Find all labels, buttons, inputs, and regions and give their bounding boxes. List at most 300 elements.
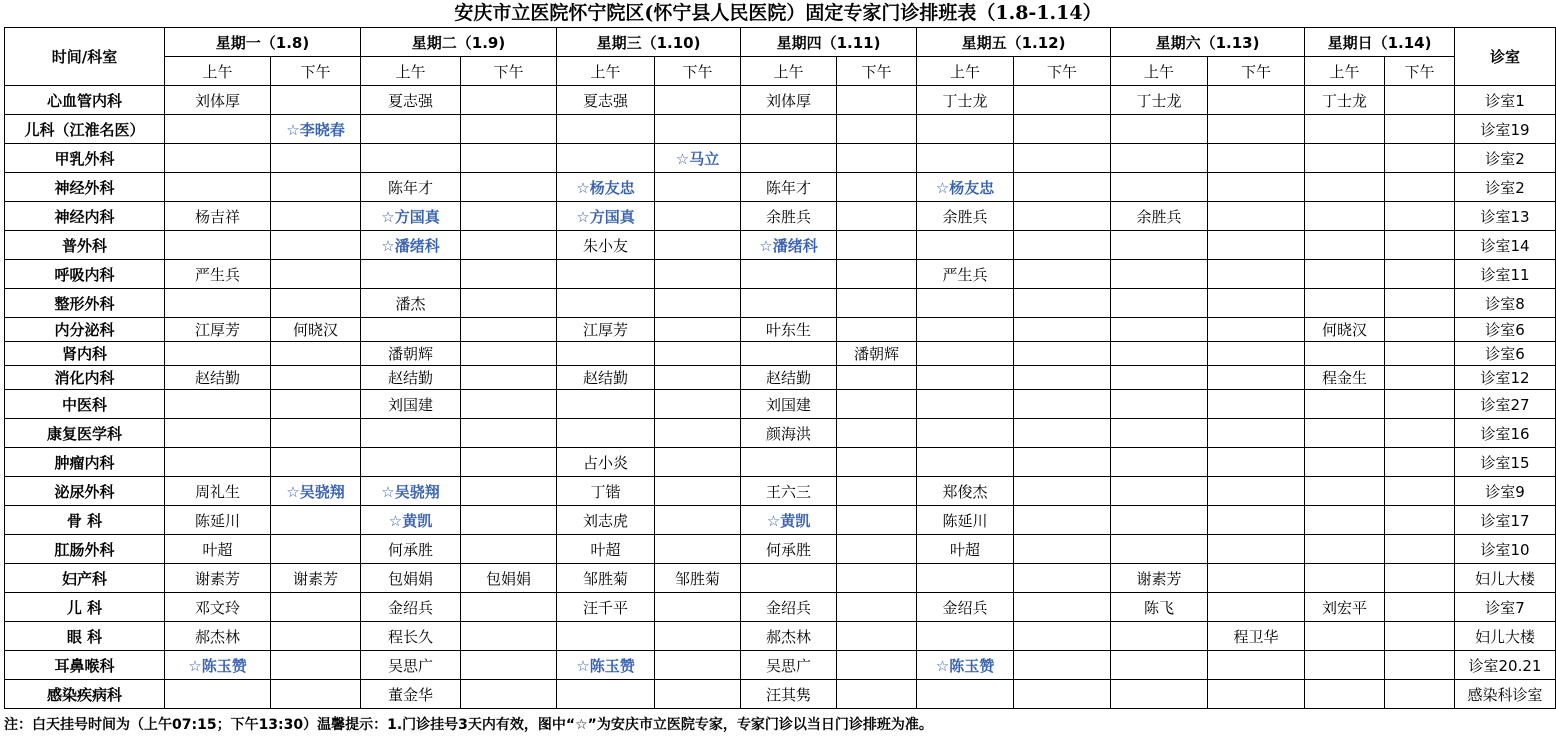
- doctor-cell: 郑俊杰: [917, 477, 1014, 506]
- room-cell: 诊室16: [1455, 419, 1556, 448]
- doctor-cell: 朱小友: [557, 231, 655, 260]
- doctor-cell: [837, 593, 917, 622]
- doctor-cell: [1385, 260, 1455, 289]
- doctor-cell: 叶超: [557, 535, 655, 564]
- doctor-cell: [271, 535, 361, 564]
- doctor-cell: 何承胜: [741, 535, 837, 564]
- doctor-cell: [837, 564, 917, 593]
- doctor-cell: [1385, 366, 1455, 390]
- doctor-cell: [1014, 342, 1111, 366]
- doctor-cell: [655, 260, 741, 289]
- doctor-cell: ☆马立: [655, 144, 741, 173]
- doctor-cell: 严生兵: [165, 260, 271, 289]
- day-header: 星期二（1.9): [361, 28, 557, 57]
- pm-header: 下午: [655, 57, 741, 86]
- doctor-cell: [1385, 506, 1455, 535]
- doctor-cell: 谢素芳: [1111, 564, 1208, 593]
- doctor-cell: [271, 680, 361, 709]
- doctor-cell: [461, 680, 557, 709]
- doctor-cell: [741, 448, 837, 477]
- room-cell: 诊室11: [1455, 260, 1556, 289]
- table-row: [5, 622, 1556, 651]
- pm-header: 下午: [1014, 57, 1111, 86]
- doctor-cell: [165, 289, 271, 318]
- doctor-cell: [461, 477, 557, 506]
- room-cell: 诊室12: [1455, 366, 1556, 390]
- doctor-cell: [837, 477, 917, 506]
- doctor-cell: [271, 144, 361, 173]
- pm-header: 下午: [271, 57, 361, 86]
- doctor-cell: [1305, 173, 1385, 202]
- doctor-cell: 陈年才: [741, 173, 837, 202]
- doctor-cell: [271, 86, 361, 115]
- doctor-cell: ☆杨友忠: [917, 173, 1014, 202]
- doctor-cell: ☆潘绪科: [741, 231, 837, 260]
- doctor-cell: ☆李晓春: [271, 115, 361, 144]
- doctor-cell: ☆黄凯: [741, 506, 837, 535]
- doctor-cell: 周礼生: [165, 477, 271, 506]
- doctor-cell: [1014, 535, 1111, 564]
- doctor-cell: [461, 86, 557, 115]
- doctor-cell: [1111, 651, 1208, 680]
- doctor-cell: [1208, 144, 1305, 173]
- doctor-cell: [655, 86, 741, 115]
- doctor-cell: 陈延川: [917, 506, 1014, 535]
- doctor-cell: 刘体厚: [165, 86, 271, 115]
- doctor-cell: [655, 173, 741, 202]
- doctor-cell: [1014, 173, 1111, 202]
- doctor-cell: [461, 448, 557, 477]
- department-name: 呼吸内科: [5, 260, 165, 289]
- doctor-cell: 赵结勤: [165, 366, 271, 390]
- doctor-cell: [361, 419, 461, 448]
- doctor-cell: 丁士龙: [917, 86, 1014, 115]
- doctor-cell: [1385, 622, 1455, 651]
- doctor-cell: 丁士龙: [1111, 86, 1208, 115]
- doctor-cell: 夏志强: [557, 86, 655, 115]
- doctor-cell: [917, 318, 1014, 342]
- doctor-cell: [655, 390, 741, 419]
- doctor-cell: [1208, 506, 1305, 535]
- doctor-cell: 余胜兵: [917, 202, 1014, 231]
- doctor-cell: ☆黄凯: [361, 506, 461, 535]
- doctor-cell: [461, 144, 557, 173]
- doctor-cell: [1111, 448, 1208, 477]
- doctor-cell: [271, 260, 361, 289]
- doctor-cell: [655, 366, 741, 390]
- room-cell: 诊室15: [1455, 448, 1556, 477]
- department-name: 儿科（江淮名医）: [5, 115, 165, 144]
- doctor-cell: [1111, 419, 1208, 448]
- day-header: 星期四（1.11): [741, 28, 917, 57]
- doctor-cell: [165, 115, 271, 144]
- schedule-table: [4, 27, 1556, 709]
- doctor-cell: [461, 115, 557, 144]
- doctor-cell: [1305, 289, 1385, 318]
- doctor-cell: [655, 115, 741, 144]
- doctor-cell: [361, 318, 461, 342]
- department-name: 泌尿外科: [5, 477, 165, 506]
- doctor-cell: [1208, 173, 1305, 202]
- doctor-cell: [461, 419, 557, 448]
- doctor-cell: 赵结勤: [741, 366, 837, 390]
- room-header: 诊室: [1455, 28, 1556, 86]
- room-cell: 诊室6: [1455, 342, 1556, 366]
- doctor-cell: 金绍兵: [741, 593, 837, 622]
- table-row: [5, 535, 1556, 564]
- doctor-cell: 程金生: [1305, 366, 1385, 390]
- doctor-cell: [557, 622, 655, 651]
- department-name: 耳鼻喉科: [5, 651, 165, 680]
- doctor-cell: ☆陈玉赞: [165, 651, 271, 680]
- doctor-cell: [1111, 535, 1208, 564]
- doctor-cell: [917, 419, 1014, 448]
- page-title: 安庆市立医院怀宁院区(怀宁县人民医院）固定专家门诊排班表（1.8-1.14）: [454, 2, 1102, 24]
- doctor-cell: [1014, 390, 1111, 419]
- table-row: [5, 260, 1556, 289]
- doctor-cell: [1208, 318, 1305, 342]
- doctor-cell: [1385, 564, 1455, 593]
- department-name: 普外科: [5, 231, 165, 260]
- doctor-cell: [837, 506, 917, 535]
- table-row: [5, 680, 1556, 709]
- doctor-cell: 刘体厚: [741, 86, 837, 115]
- doctor-cell: [361, 115, 461, 144]
- department-name: 肾内科: [5, 342, 165, 366]
- doctor-cell: [655, 231, 741, 260]
- doctor-cell: [1385, 289, 1455, 318]
- doctor-cell: [837, 86, 917, 115]
- doctor-cell: [1014, 115, 1111, 144]
- doctor-cell: [165, 419, 271, 448]
- doctor-cell: [461, 289, 557, 318]
- table-row: [5, 564, 1556, 593]
- doctor-cell: [917, 342, 1014, 366]
- doctor-cell: [655, 506, 741, 535]
- doctor-cell: [271, 342, 361, 366]
- doctor-cell: [1208, 477, 1305, 506]
- doctor-cell: 吴思广: [361, 651, 461, 680]
- doctor-cell: [1208, 564, 1305, 593]
- doctor-cell: [1385, 390, 1455, 419]
- doctor-cell: [461, 535, 557, 564]
- pm-header: 下午: [1385, 57, 1455, 86]
- doctor-cell: [917, 115, 1014, 144]
- doctor-cell: [1208, 115, 1305, 144]
- doctor-cell: [557, 260, 655, 289]
- doctor-cell: 刘国建: [741, 390, 837, 419]
- doctor-cell: [1208, 289, 1305, 318]
- doctor-cell: [1014, 651, 1111, 680]
- doctor-cell: 邓文玲: [165, 593, 271, 622]
- doctor-cell: 江厚芳: [165, 318, 271, 342]
- doctor-cell: [837, 318, 917, 342]
- doctor-cell: [655, 651, 741, 680]
- doctor-cell: [271, 419, 361, 448]
- room-cell: 妇儿大楼: [1455, 564, 1556, 593]
- doctor-cell: [461, 342, 557, 366]
- doctor-cell: 汪其隽: [741, 680, 837, 709]
- am-header: 上午: [741, 57, 837, 86]
- doctor-cell: [1208, 86, 1305, 115]
- doctor-cell: [1208, 390, 1305, 419]
- pm-header: 下午: [837, 57, 917, 86]
- doctor-cell: [557, 289, 655, 318]
- doctor-cell: [655, 680, 741, 709]
- doctor-cell: 颜海洪: [741, 419, 837, 448]
- doctor-cell: [655, 477, 741, 506]
- table-row: [5, 173, 1556, 202]
- doctor-cell: [165, 448, 271, 477]
- doctor-cell: [1208, 651, 1305, 680]
- doctor-cell: [1014, 448, 1111, 477]
- doctor-cell: [1385, 342, 1455, 366]
- table-row: [5, 289, 1556, 318]
- doctor-cell: [917, 231, 1014, 260]
- doctor-cell: [165, 231, 271, 260]
- table-row: [5, 366, 1556, 390]
- doctor-cell: [271, 289, 361, 318]
- doctor-cell: 包娟娟: [461, 564, 557, 593]
- doctor-cell: [917, 622, 1014, 651]
- room-cell: 诊室1: [1455, 86, 1556, 115]
- doctor-cell: [1014, 289, 1111, 318]
- doctor-cell: 刘志虎: [557, 506, 655, 535]
- doctor-cell: 杨吉祥: [165, 202, 271, 231]
- doctor-cell: [557, 144, 655, 173]
- doctor-cell: [655, 202, 741, 231]
- doctor-cell: 赵结勤: [557, 366, 655, 390]
- doctor-cell: 余胜兵: [1111, 202, 1208, 231]
- doctor-cell: [461, 318, 557, 342]
- doctor-cell: [1111, 115, 1208, 144]
- doctor-cell: [1385, 231, 1455, 260]
- doctor-cell: [461, 390, 557, 419]
- doctor-cell: 金绍兵: [917, 593, 1014, 622]
- doctor-cell: [1208, 202, 1305, 231]
- doctor-cell: 叶超: [165, 535, 271, 564]
- doctor-cell: [1385, 115, 1455, 144]
- am-header: 上午: [165, 57, 271, 86]
- doctor-cell: [165, 680, 271, 709]
- doctor-cell: [741, 144, 837, 173]
- room-cell: 感染科诊室: [1455, 680, 1556, 709]
- doctor-cell: [1111, 506, 1208, 535]
- doctor-cell: 金绍兵: [361, 593, 461, 622]
- doctor-cell: [655, 535, 741, 564]
- doctor-cell: 丁锴: [557, 477, 655, 506]
- doctor-cell: [1208, 680, 1305, 709]
- doctor-cell: [1014, 477, 1111, 506]
- department-name: 感染疾病科: [5, 680, 165, 709]
- doctor-cell: 何承胜: [361, 535, 461, 564]
- doctor-cell: [837, 448, 917, 477]
- doctor-cell: [271, 593, 361, 622]
- doctor-cell: 丁士龙: [1305, 86, 1385, 115]
- doctor-cell: ☆陈玉赞: [557, 651, 655, 680]
- doctor-cell: [1111, 260, 1208, 289]
- doctor-cell: [1111, 390, 1208, 419]
- doctor-cell: [557, 342, 655, 366]
- doctor-cell: [1385, 419, 1455, 448]
- table-row: [5, 318, 1556, 342]
- doctor-cell: [1385, 651, 1455, 680]
- doctor-cell: [1014, 622, 1111, 651]
- doctor-cell: 何晓汉: [271, 318, 361, 342]
- department-name: 肿瘤内科: [5, 448, 165, 477]
- doctor-cell: [655, 342, 741, 366]
- doctor-cell: [741, 260, 837, 289]
- doctor-cell: [271, 202, 361, 231]
- am-header: 上午: [917, 57, 1014, 86]
- doctor-cell: [1111, 680, 1208, 709]
- doctor-cell: [165, 173, 271, 202]
- doctor-cell: 汪千平: [557, 593, 655, 622]
- room-cell: 妇儿大楼: [1455, 622, 1556, 651]
- doctor-cell: [1385, 318, 1455, 342]
- doctor-cell: [1305, 144, 1385, 173]
- doctor-cell: 陈延川: [165, 506, 271, 535]
- department-name: 妇产科: [5, 564, 165, 593]
- doctor-cell: [1208, 260, 1305, 289]
- doctor-cell: 程长久: [361, 622, 461, 651]
- doctor-cell: [461, 651, 557, 680]
- doctor-cell: [917, 564, 1014, 593]
- doctor-cell: [1305, 260, 1385, 289]
- doctor-cell: [837, 144, 917, 173]
- room-cell: 诊室2: [1455, 144, 1556, 173]
- doctor-cell: [1014, 144, 1111, 173]
- room-cell: 诊室2: [1455, 173, 1556, 202]
- doctor-cell: [361, 144, 461, 173]
- doctor-cell: [837, 390, 917, 419]
- day-header: 星期日（1.14): [1305, 28, 1455, 57]
- doctor-cell: [461, 260, 557, 289]
- doctor-cell: [1208, 593, 1305, 622]
- table-row: [5, 448, 1556, 477]
- doctor-cell: [271, 390, 361, 419]
- room-cell: 诊室8: [1455, 289, 1556, 318]
- table-row: [5, 477, 1556, 506]
- table-row: [5, 419, 1556, 448]
- doctor-cell: 严生兵: [917, 260, 1014, 289]
- doctor-cell: [1208, 419, 1305, 448]
- doctor-cell: [655, 622, 741, 651]
- doctor-cell: 叶超: [917, 535, 1014, 564]
- room-cell: 诊室6: [1455, 318, 1556, 342]
- doctor-cell: [1305, 506, 1385, 535]
- doctor-cell: [655, 593, 741, 622]
- table-row: [5, 115, 1556, 144]
- doctor-cell: [1111, 231, 1208, 260]
- doctor-cell: [1305, 390, 1385, 419]
- doctor-cell: 王六三: [741, 477, 837, 506]
- doctor-cell: [837, 173, 917, 202]
- department-name: 中医科: [5, 390, 165, 419]
- room-cell: 诊室14: [1455, 231, 1556, 260]
- doctor-cell: [1014, 202, 1111, 231]
- table-row: [5, 231, 1556, 260]
- room-cell: 诊室19: [1455, 115, 1556, 144]
- table-row: [5, 651, 1556, 680]
- doctor-cell: 董金华: [361, 680, 461, 709]
- doctor-cell: [655, 448, 741, 477]
- corner-header: 时间/科室: [5, 28, 165, 86]
- day-header: 星期一（1.8): [165, 28, 361, 57]
- day-header: 星期五（1.12): [917, 28, 1111, 57]
- doctor-cell: [1111, 622, 1208, 651]
- table-row: [5, 390, 1556, 419]
- doctor-cell: [837, 289, 917, 318]
- doctor-cell: 陈飞: [1111, 593, 1208, 622]
- doctor-cell: [837, 535, 917, 564]
- doctor-cell: [271, 448, 361, 477]
- doctor-cell: ☆吴骁翔: [271, 477, 361, 506]
- doctor-cell: 邹胜菊: [655, 564, 741, 593]
- department-name: 整形外科: [5, 289, 165, 318]
- doctor-cell: [1385, 202, 1455, 231]
- pm-header: 下午: [461, 57, 557, 86]
- doctor-cell: [165, 144, 271, 173]
- footer-note: 注：白天挂号时间为（上午07:15；下午13:30）温馨提示：1.门诊挂号3天内有效，图中“☆”为安庆市立医院专家，专家门诊以当日门诊排班为准。: [4, 717, 933, 733]
- doctor-cell: 程卫华: [1208, 622, 1305, 651]
- doctor-cell: [1014, 231, 1111, 260]
- doctor-cell: [271, 651, 361, 680]
- doctor-cell: [1385, 680, 1455, 709]
- doctor-cell: 邹胜菊: [557, 564, 655, 593]
- doctor-cell: [1385, 86, 1455, 115]
- doctor-cell: [461, 366, 557, 390]
- doctor-cell: 江厚芳: [557, 318, 655, 342]
- doctor-cell: 余胜兵: [741, 202, 837, 231]
- doctor-cell: [1014, 593, 1111, 622]
- doctor-cell: [1111, 477, 1208, 506]
- day-header: 星期六（1.13): [1111, 28, 1305, 57]
- doctor-cell: [1111, 144, 1208, 173]
- department-name: 消化内科: [5, 366, 165, 390]
- doctor-cell: [1305, 202, 1385, 231]
- doctor-cell: [1305, 115, 1385, 144]
- doctor-cell: [1305, 622, 1385, 651]
- doctor-cell: [1014, 260, 1111, 289]
- doctor-cell: [741, 115, 837, 144]
- doctor-cell: [1305, 419, 1385, 448]
- table-row: [5, 342, 1556, 366]
- department-name: 内分泌科: [5, 318, 165, 342]
- department-name: 神经外科: [5, 173, 165, 202]
- doctor-cell: 占小炎: [557, 448, 655, 477]
- doctor-cell: [165, 390, 271, 419]
- doctor-cell: [361, 448, 461, 477]
- doctor-cell: [917, 448, 1014, 477]
- day-header: 星期三（1.10): [557, 28, 741, 57]
- room-cell: 诊室17: [1455, 506, 1556, 535]
- doctor-cell: [655, 289, 741, 318]
- doctor-cell: 潘朝辉: [837, 342, 917, 366]
- doctor-cell: [1385, 535, 1455, 564]
- department-name: 康复医学科: [5, 419, 165, 448]
- department-name: 眼 科: [5, 622, 165, 651]
- room-cell: 诊室13: [1455, 202, 1556, 231]
- am-header: 上午: [1305, 57, 1385, 86]
- doctor-cell: [1111, 173, 1208, 202]
- doctor-cell: [1385, 173, 1455, 202]
- doctor-cell: [837, 622, 917, 651]
- doctor-cell: [917, 144, 1014, 173]
- doctor-cell: [1208, 535, 1305, 564]
- doctor-cell: [837, 651, 917, 680]
- doctor-cell: [917, 680, 1014, 709]
